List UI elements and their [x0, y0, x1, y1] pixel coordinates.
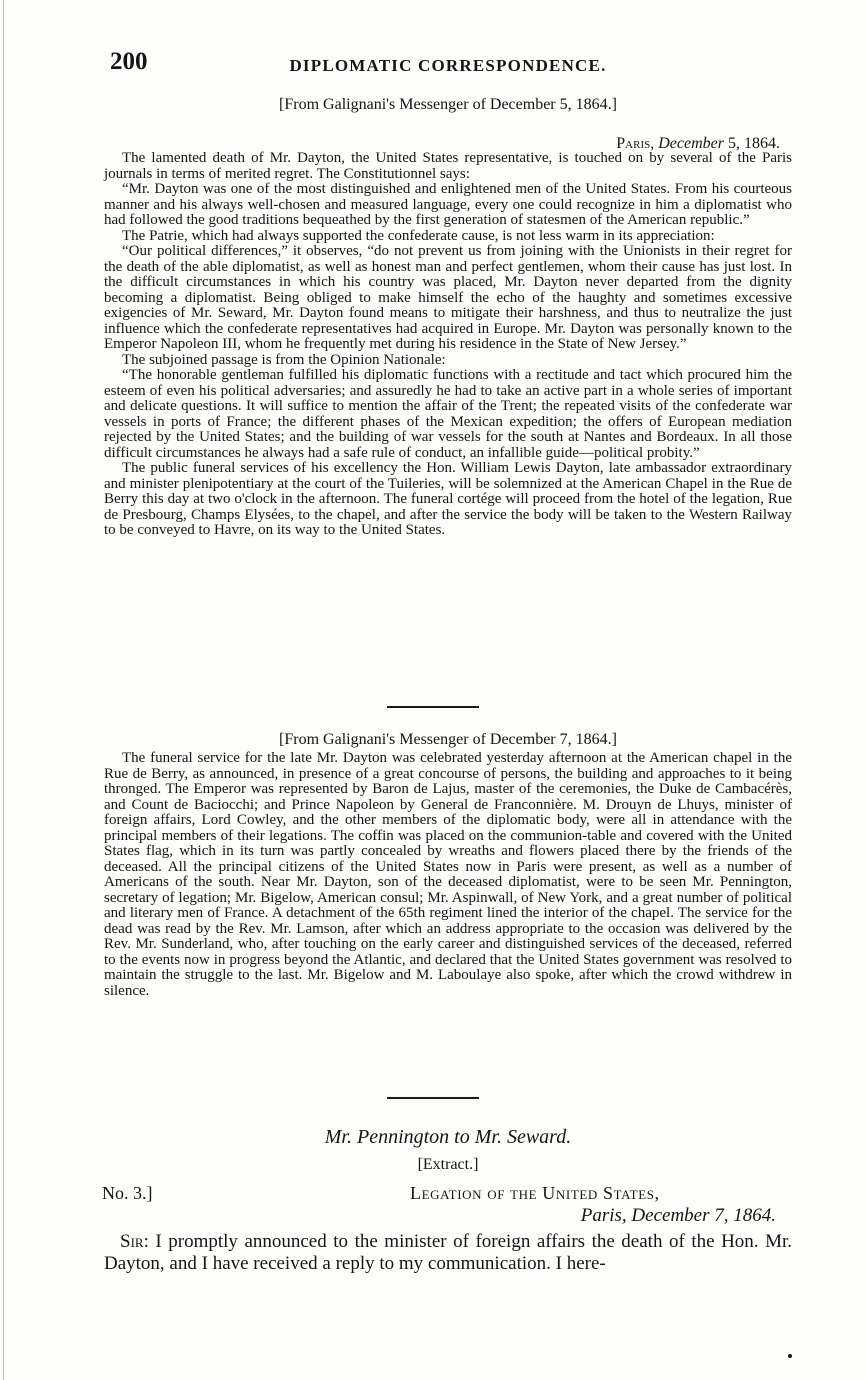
- section-divider: [387, 706, 479, 708]
- section2-text: [104, 751, 792, 999]
- letter-title: Mr. Pennington to Mr. Seward.: [324, 1126, 572, 1148]
- letter-extract-label: [Extract.]: [417, 1156, 479, 1173]
- paragraph-patrie-intro: The Patrie, which had always supported the confederate cause, is not less warm in its appreciation:: [122, 227, 715, 244]
- page-number: 200: [110, 48, 148, 75]
- letter-place: Paris,: [580, 1205, 627, 1226]
- dateline-year: 5, 1864.: [728, 135, 780, 152]
- letter-date-text: December 7, 1864.: [631, 1205, 776, 1226]
- ink-dot: [788, 1354, 792, 1358]
- legation-heading: Legation of the United States,: [410, 1183, 660, 1203]
- paragraph-opinion-intro: The subjoined passage is from the Opinion Nationale:: [122, 351, 446, 368]
- paragraph-patrie-quote: “Our political differences,” it observes, “do not prevent us from joining with the Unionists in their regret for the death of the able diplomatist, as well as honest man and perfect gentlemen, whom their cause has just lost. In the difficult circumstances in which his country was placed, Mr. Dayton never departed from the dignity becoming a diplomatist. Being obliged to make himself the echo of the haughty and sometimes excessive exigencies of Mr. Seward, Mr. Dayton found means to mitigate their harshness, and thus to neutralize the just influence which the confederate representatives had acquired in Europe. Mr. Dayton was personally known to the Emperor Napoleon III, whom he frequently met during his residence in the State of New Jersey.”: [104, 243, 792, 352]
- section-divider: [387, 1097, 479, 1099]
- paragraph-funeral-report: The funeral service for the late Mr. Dayton was celebrated yesterday afternoon at the American chapel in the Rue de Berry, as announced, in presence of a great concourse of persons, the building and approaches to it being thronged. The Emperor was represented by Baron de Lajus, master of the ceremonies, the Duke de Cambacérès, and Count de Baciocchi; and Prince Napoleon by General de Franconnière. M. Drouyn de Lhuys, minister of foreign affairs, Lord Cowley, and the other members of the diplomatic body, were all in attendance with the principal members of their legations. The coffin was placed on the communion-table and covered with the United States flag, which in its turn was partly concealed by wreaths and flowers placed there by the friends of the deceased. All the principal citizens of the United States now in Paris were present, as well as a number of Americans of the south. Near Mr. Dayton, son of the deceased diplomatist, were to be seen Mr. Pennington, secretary of legation; Mr. Bigelow, American consul; Mr. Aspinwall, of New York, and a great number of political and literary men of France. A detachment of the 65th regiment lined the interior of the chapel. The service for the dead was read by the Rev. Mr. Lamson, after which an address appropriate to the occasion was delivered by the Rev. Mr. Sunderland, who, after touching on the early career and distinguished services of the deceased, referred to the events now in progress beyond the Atlantic, and declared that the United States government was resolved to maintain the struggle to the last. Mr. Bigelow and M. Laboulaye also spoke, after which the crowd withdrew in silence.: [104, 750, 792, 999]
- paragraph-funeral-notice: The public funeral services of his excellency the Hon. William Lewis Dayton, late ambassador extraordinary and minister plenipotentiary at the court of the Tuileries, will be solemnized at the American Chapel in the Rue de Berry this day at two o'clock in the afternoon. The funeral cortége will proceed from the hotel of the legation, Rue de Presbourg, Champs Elysées, to the chapel, and after the service the body will be taken to the Western Railway to be conveyed to Havre, on its way to the United States.: [104, 460, 792, 538]
- letter-number: No. 3.]: [102, 1183, 153, 1203]
- dateline-place: Paris,: [616, 135, 655, 152]
- letter-body-text: I promptly announced to the minister of foreign affairs the death of the Hon. Mr. Dayton, and I have received a reply to my communication. I here-: [104, 1231, 792, 1274]
- page-edge-line: [3, 0, 4, 1380]
- paragraph-intro: The lamented death of Mr. Dayton, the United States representative, is touched on by several of the Paris journals in terms of merited regret. The Constitutionnel says:: [104, 150, 792, 182]
- section1-text: [104, 151, 792, 539]
- source-line-dec-5: [From Galignani's Messenger of December 5, 1864.]: [279, 96, 617, 113]
- salutation: Sir:: [120, 1231, 149, 1252]
- letter-date: [581, 1205, 776, 1227]
- letter-body: [104, 1231, 792, 1275]
- running-title: DIPLOMATIC CORRESPONDENCE.: [289, 56, 607, 75]
- letter-opening-paragraph: [104, 1231, 792, 1275]
- source-line-dec-7: [From Galignani's Messenger of December 7, 1864.]: [279, 731, 617, 748]
- dateline-month: December: [658, 135, 724, 152]
- paragraph-constitutionnel-quote: “Mr. Dayton was one of the most distinguished and enlightened men of the United States. From his courteous manner and his always well-chosen and measured language, every one could recognize in him a diplomatist who had followed the good traditions bequeathed by the first generation of statesmen of the American republic.”: [104, 181, 792, 228]
- page-header: [110, 48, 786, 82]
- paragraph-opinion-quote: “The honorable gentleman fulfilled his diplomatic functions with a rectitude and tact which procured him the esteem of even his political adversaries; and assuredly he had to take an active part in a whole series of important and delicate questions. It will suffice to mention the affair of the Trent; the repeated visits of the confederate war vessels in ports of France; the different phases of the Mexican expedition; the offers of European mediation rejected by the United States; and the building of war vessels for the south at Nantes and Bordeaux. In all those difficult circumstances he always had a safe rule of conduct, an infallible guide—political probity.”: [104, 367, 792, 461]
